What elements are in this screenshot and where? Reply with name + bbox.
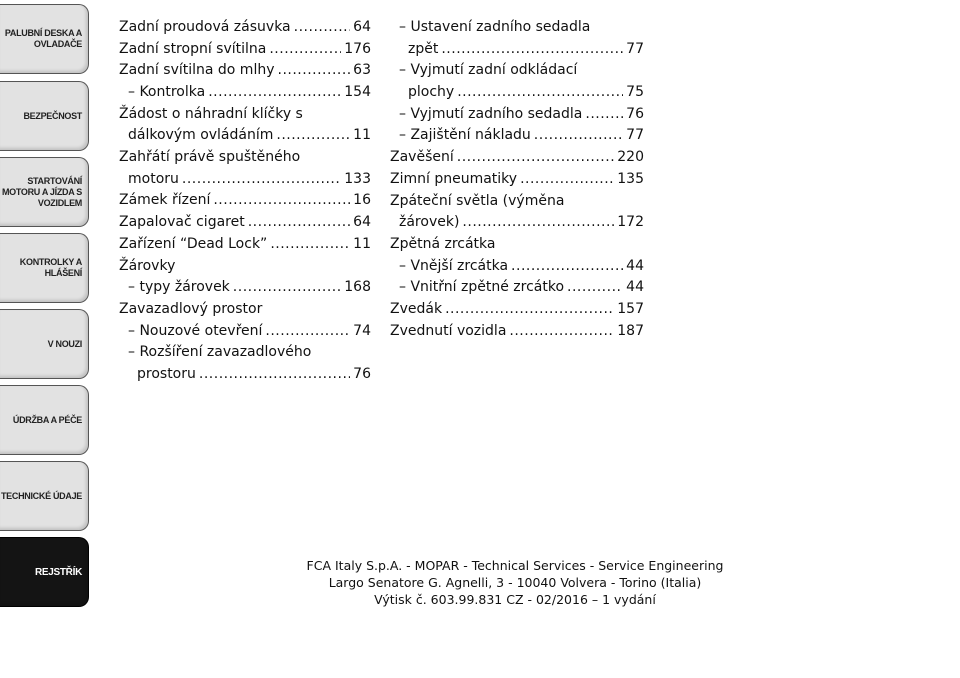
chapter-tab-3[interactable] — [0, 157, 89, 227]
index-entry-text: Zavěšení — [390, 149, 454, 166]
page-number: 44 — [626, 257, 644, 274]
index-entry-text: plochy — [408, 84, 455, 101]
dot-leader — [265, 321, 350, 343]
dot-leader — [233, 277, 341, 299]
dot-leader — [248, 212, 350, 234]
index-heading: Zavazadlový prostor — [119, 300, 263, 317]
index-entry-text: Zámek řízení — [119, 192, 211, 209]
dot-leader — [511, 256, 623, 278]
index-entry-text: – Ustavení zadního sedadla — [399, 19, 591, 35]
index-entry-text: Zapalovač cigaret — [119, 214, 245, 231]
index-column-right — [390, 17, 644, 342]
index-entry-text: Žádost o náhradní klíčky s — [119, 105, 303, 122]
chapter-tab-1[interactable] — [0, 4, 89, 74]
index-entry[interactable] — [119, 104, 371, 147]
publisher-footer — [210, 557, 820, 608]
chapter-tab-label-line: TECHNICKÉ ÚDAJE — [0, 490, 82, 501]
chapter-tab-4[interactable] — [0, 233, 89, 303]
index-entry[interactable] — [119, 256, 371, 278]
dot-leader — [445, 299, 614, 321]
page-number: 74 — [353, 322, 371, 339]
chapter-tab-label — [20, 257, 82, 279]
footer-line-3: Výtisk č. 603.99.831 CZ - 02/2016 – 1 vydání — [374, 592, 656, 607]
index-column-left — [119, 17, 371, 386]
page-number: 76 — [353, 365, 371, 382]
dot-leader — [294, 17, 351, 39]
index-entry[interactable] — [119, 321, 371, 343]
index-entry-text: – Rozšíření zavazadlového — [128, 344, 312, 361]
index-entry-text: – Zajištění nákladu — [399, 127, 531, 144]
chapter-tab-6[interactable] — [0, 385, 89, 455]
index-entry[interactable] — [390, 125, 644, 147]
page-number: 77 — [626, 40, 644, 57]
chapter-tab-label-line: STARTOVÁNÍ — [27, 175, 82, 186]
index-entry[interactable] — [390, 60, 644, 103]
dot-leader — [276, 125, 350, 147]
index-entry[interactable] — [390, 104, 644, 126]
dot-leader — [182, 169, 341, 191]
page-number: 133 — [344, 170, 371, 187]
chapter-tab-label-line: V NOUZI — [47, 338, 82, 349]
dot-leader — [567, 277, 623, 299]
page-number: 135 — [617, 170, 644, 187]
page-number: 11 — [353, 235, 371, 252]
page-number: 187 — [617, 322, 644, 339]
index-entry[interactable] — [390, 277, 644, 299]
index-entry-text: Zadní svítilna do mlhy — [119, 62, 275, 79]
chapter-tab-label-line: ÚDRŽBA A PÉČE — [12, 414, 82, 425]
dot-leader — [278, 60, 351, 82]
index-entry-text: – Vyjmutí zadní odkládací — [399, 62, 578, 79]
index-entry-text: – typy žárovek — [128, 279, 230, 296]
dot-leader — [441, 39, 623, 61]
dot-leader — [199, 364, 350, 386]
index-heading: Žárovky — [119, 257, 176, 274]
chapter-tab-label-line: BEZPEČNOST — [23, 110, 82, 121]
dot-leader — [208, 82, 341, 104]
chapter-tab-label — [48, 339, 82, 350]
chapter-tab-5[interactable] — [0, 309, 89, 379]
page-number: 77 — [626, 127, 644, 144]
index-entry[interactable] — [390, 147, 644, 169]
page-number: 154 — [344, 84, 371, 101]
index-entry-text: zpět — [408, 40, 439, 57]
index-entry[interactable] — [119, 299, 371, 321]
chapter-tabs — [0, 0, 92, 678]
page-number: 220 — [617, 149, 644, 166]
chapter-tab-label — [23, 111, 82, 122]
chapter-tab-label — [13, 415, 82, 426]
index-entry[interactable] — [390, 17, 644, 60]
index-entry-text: – Vyjmutí zadního sedadla — [399, 105, 583, 122]
page-number: 63 — [353, 62, 371, 79]
index-entry-text: Zvedák — [390, 300, 443, 317]
index-entry-text: Zadní proudová zásuvka — [119, 18, 291, 35]
index-heading: Zpětná zrcátka — [390, 235, 496, 252]
page-number: 157 — [617, 300, 644, 317]
index-entry-text: Zadní stropní svítilna — [119, 40, 267, 57]
page-number: 172 — [617, 214, 644, 231]
dot-leader — [534, 125, 623, 147]
dot-leader — [585, 104, 623, 126]
index-entry[interactable] — [119, 342, 371, 385]
page-number: 168 — [344, 279, 371, 296]
page-number: 44 — [626, 279, 644, 296]
chapter-tab-label-line: REJSTŘÍK — [34, 566, 82, 578]
page-number: 64 — [353, 214, 371, 231]
dot-leader — [462, 212, 614, 234]
index-entry[interactable] — [390, 191, 644, 234]
dot-leader — [213, 190, 350, 212]
dot-leader — [520, 169, 614, 191]
index-entry[interactable] — [119, 17, 371, 39]
chapter-tab-label-line: VOZIDLEM — [37, 197, 82, 208]
index-entry-text: Zahřátí právě spuštěného — [119, 149, 301, 166]
chapter-tab-label — [1, 491, 82, 502]
chapter-tab-label — [2, 176, 82, 209]
dot-leader — [509, 321, 614, 343]
index-entry[interactable] — [119, 60, 371, 82]
index-entry[interactable] — [119, 82, 371, 104]
index-entry[interactable] — [119, 191, 371, 213]
dot-leader — [270, 234, 350, 256]
dot-leader — [457, 147, 615, 169]
footer-line-1: FCA Italy S.p.A. - MOPAR - Technical Services - Service Engineering — [306, 558, 724, 573]
chapter-tab-label-line: PALUBNÍ DESKA A — [4, 28, 82, 38]
index-entry[interactable] — [119, 212, 371, 234]
index-entry-text: Zimní pneumatiky — [390, 170, 518, 187]
index-entry[interactable] — [390, 321, 644, 343]
page-number: 176 — [344, 40, 371, 57]
index-entry-text: – Vnitřní zpětné zrcátko — [399, 279, 565, 296]
chapter-tab-label-line: MOTORU A JÍZDA S — [1, 186, 82, 197]
chapter-tab-8[interactable] — [0, 537, 89, 607]
index-entry[interactable] — [390, 169, 644, 191]
index-entry[interactable] — [119, 234, 371, 256]
index-entry[interactable] — [390, 256, 644, 278]
chapter-tab-label — [5, 28, 82, 50]
footer-line-2: Largo Senatore G. Agnelli, 3 - 10040 Volvera - Torino (Italia) — [328, 575, 702, 590]
chapter-tab-label-line: HLÁŠENÍ — [44, 268, 82, 278]
index-entry[interactable] — [390, 299, 644, 321]
index-entry-text: – Kontrolka — [128, 84, 206, 101]
page-number: 76 — [626, 105, 644, 122]
chapter-tab-7[interactable] — [0, 461, 89, 531]
page-number: 16 — [353, 192, 371, 209]
page-number: 64 — [353, 18, 371, 35]
index-entry-text: motoru — [128, 170, 179, 187]
dot-leader — [269, 39, 341, 61]
index-entry-text: Zpáteční světla (výměna — [390, 192, 565, 209]
page-number: 11 — [353, 127, 371, 144]
chapter-tab-label-line: KONTROLKY A — [19, 257, 82, 267]
chapter-tab-label — [35, 567, 82, 578]
dot-leader — [457, 82, 623, 104]
chapter-tab-2[interactable] — [0, 81, 89, 151]
index-entry-text: prostoru — [137, 365, 196, 382]
index-entry-text: dálkovým ovládáním — [128, 127, 274, 144]
index-entry-text: – Nouzové otevření — [128, 322, 263, 339]
index-entry[interactable] — [119, 277, 371, 299]
index-entry-text: žárovek) — [399, 214, 460, 231]
index-entry[interactable] — [119, 147, 371, 190]
index-entry-text: Zařízení “Dead Lock” — [119, 235, 268, 252]
page-number: 75 — [626, 84, 644, 101]
index-entry-text: – Vnější zrcátka — [399, 257, 509, 274]
index-entry[interactable] — [390, 234, 644, 256]
chapter-tab-label-line: OVLADAČE — [33, 39, 82, 49]
index-entry[interactable] — [119, 39, 371, 61]
index-entry-text: Zvednutí vozidla — [390, 322, 507, 339]
